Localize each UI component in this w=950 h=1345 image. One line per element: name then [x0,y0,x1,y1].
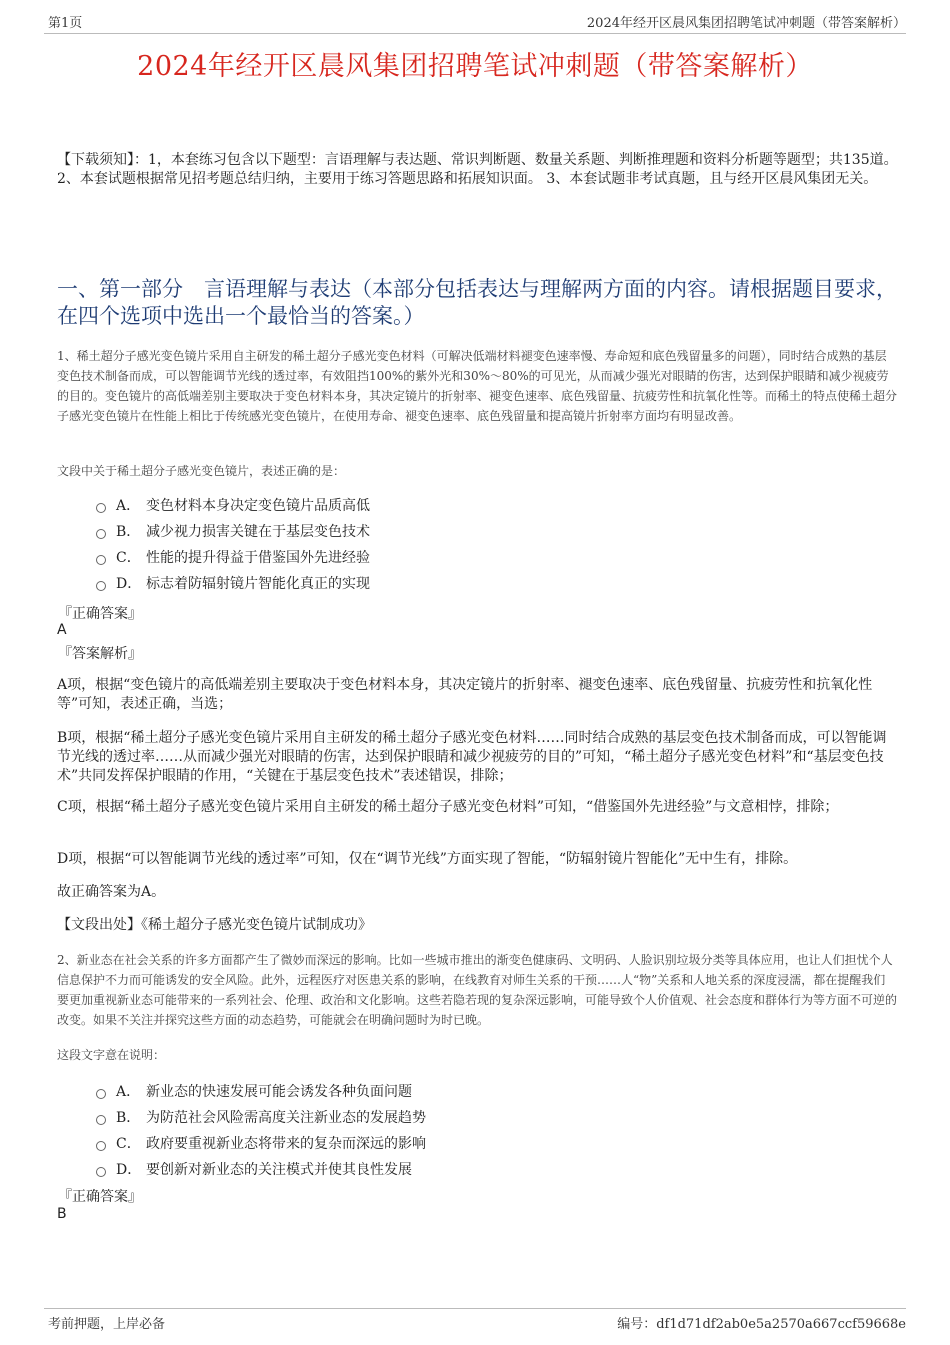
download-notice: 【下载须知】：1，本套练习包含以下题型：言语理解与表达题、常识判断题、数量关系题、判断推理题和资料分析题等题型；共135道。 2、本套试题根据常见招考题总结归纳，主要用于练习答题思路和拓展知识面。 3、本套试题非考试真题，且与经开区晨风集团无关。 [57,152,898,187]
question-1-options [96,492,370,596]
option-text: 要创新对新业态的关注模式并使其良性发展 [146,1162,412,1178]
question-2-options [96,1078,426,1182]
question-1-prompt: 文段中关于稀土超分子感光变色镜片，表述正确的是： [57,464,346,478]
option-text: 变色材料本身决定变色镜片品质高低 [146,498,370,514]
option-d[interactable] [96,570,370,596]
radio-icon[interactable] [96,1115,106,1125]
analysis-d: D项，根据“可以智能调节光线的透过率”可知，仅在“调节光线”方面实现了智能，“防辐射镜片智能化”无中生有，排除。 [57,851,798,867]
option-letter: C． [116,1136,141,1152]
radio-icon[interactable] [96,529,106,539]
radio-icon[interactable] [96,1141,106,1151]
option-text: 减少视力损害关键在于基层变色技术 [146,524,370,540]
header-divider [44,33,906,34]
footer-slogan: 考前押题，上岸必备 [48,1317,166,1332]
option-c[interactable] [96,1130,426,1156]
option-text: 标志着防辐射镜片智能化真正的实现 [146,576,370,592]
option-c[interactable] [96,544,370,570]
option-a[interactable] [96,492,370,518]
analysis-b: B项，根据“稀土超分子感光变色镜片采用自主研发的稀土超分子感光变色材料……同时结合成熟的基层变色技术制备而成，可以智能调节光线的透过率……从而减少强光对眼睛的伤害，达到保护眼睛和减少视疲劳的目的”可知，“稀土超分子感光变色材料”和“基层变色技术”共同发挥保护眼睛的作用，“关键在于基层变色技术”表述错误，排除； [57,730,887,784]
page-title: 2024年经开区晨风集团招聘笔试冲刺题（带答案解析） [137,51,813,82]
radio-icon[interactable] [96,581,106,591]
section-heading: 一、第一部分 言语理解与表达（本部分包括表达与理解两方面的内容。请根据题目要求，在四个选项中选出一个最恰当的答案。） [57,277,897,328]
option-letter: B． [116,1110,141,1126]
passage-source: 【文段出处】《稀土超分子感光变色镜片试制成功》 [57,917,372,933]
answer-label: 『正确答案』 [58,1189,142,1205]
correct-answer: B [57,1206,67,1222]
footer-divider [44,1308,906,1309]
correct-answer: A [57,622,67,638]
analysis-c: C项，根据“稀土超分子感光变色镜片采用自主研发的稀土超分子感光变色材料”可知，“借鉴国外先进经验”与文意相悖，排除； [57,799,839,815]
question-1-passage: 1、稀土超分子感光变色镜片采用自主研发的稀土超分子感光变色材料（可解决低端材料褪变色速率慢、寿命短和底色残留量多的问题），同时结合成熟的基层变色技术制备而成，可以智能调节光线的透过率，有效阻挡100%的紫外光和30%～80%的可见光，从而减少强光对眼睛的伤害，达到保护眼睛和减少视疲劳的目的。变色镜片的高低端差别主要取决于变色材料本身，其决定镜片的折射率、褪变色速率、底色残留量、抗疲劳性和抗氧化性等。而稀土的特点使稀土超分子感光变色镜片在性能上相比于传统感光变色镜片，在使用寿命、褪变色速率、底色残留量和提高镜片折射率方面均有明显改善。 [57,349,898,423]
radio-icon[interactable] [96,1089,106,1099]
radio-icon[interactable] [96,1167,106,1177]
option-letter: C． [116,550,141,566]
radio-icon[interactable] [96,555,106,565]
option-letter: D． [116,1162,142,1178]
option-b[interactable] [96,1104,426,1130]
answer-label: 『正确答案』 [58,606,142,622]
option-d[interactable] [96,1156,426,1182]
question-2-passage: 2、新业态在社会关系的许多方面都产生了微妙而深远的影响。比如一些城市推出的渐变色健康码、文明码、人脸识别垃圾分类等具体应用，也让人们担忧个人信息保护不力而可能诱发的安全风险。此外，远程医疗对医患关系的影响，在线教育对师生关系的干预……人“物”关系和人地关系的深度浸濡，都在提醒我们要更加重视新业态可能带来的一系列社会、伦理、政治和文化影响。这些若隐若现的复杂深远影响，可能导致个人价值观、社会态度和群体行为等方面不可逆的改变。如果不关注并探究这些方面的动态趋势，可能就会在明确问题时为时已晚。 [57,953,898,1027]
document-id: 编号：df1d71df2ab0e5a2570a667ccf59668e [617,1317,906,1332]
option-text: 为防范社会风险需高度关注新业态的发展趋势 [146,1110,426,1126]
analysis-label: 『答案解析』 [58,646,142,662]
option-text: 新业态的快速发展可能会诱发各种负面问题 [146,1084,412,1100]
header-doc-title: 2024年经开区晨风集团招聘笔试冲刺题（带答案解析） [586,16,906,31]
radio-icon[interactable] [96,503,106,513]
question-2-prompt: 这段文字意在说明： [57,1048,166,1062]
analysis-a: A项，根据“变色镜片的高低端差别主要取决于变色材料本身，其决定镜片的折射率、褪变色速率、底色残留量、抗疲劳性和抗氧化性等”可知，表述正确，当选； [57,677,873,712]
option-letter: B． [116,524,141,540]
option-letter: A． [116,498,141,514]
option-text: 政府要重视新业态将带来的复杂而深远的影响 [146,1136,426,1152]
option-letter: A． [116,1084,141,1100]
option-text: 性能的提升得益于借鉴国外先进经验 [146,550,370,566]
option-letter: D． [116,576,142,592]
analysis-conclusion: 故正确答案为A。 [57,884,166,900]
page-number: 第1页 [48,16,83,31]
option-a[interactable] [96,1078,426,1104]
option-b[interactable] [96,518,370,544]
